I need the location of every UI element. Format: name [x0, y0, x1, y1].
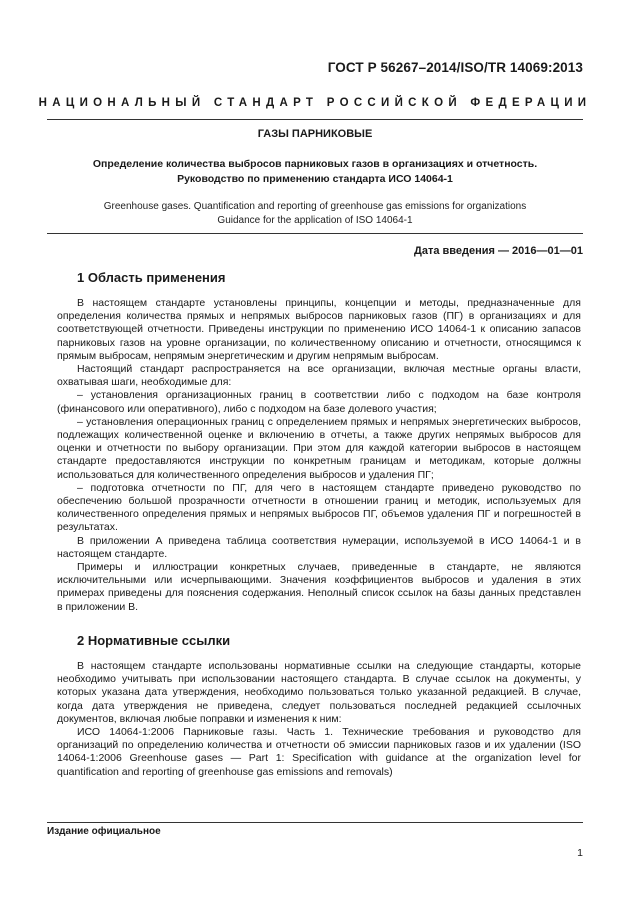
- list-item: – подготовка отчетности по ПГ, для чего в настоящем стандарте приведено руководство по обеспечению большой прозрачности отчетности в отношении границ и методик, используемых для количественного определения прямых и непрямых выбросов ПГ, объемов удаления ПГ и погрешностей в результатах.: [57, 481, 581, 534]
- section-heading-normative-references: 2 Нормативные ссылки: [77, 633, 231, 648]
- section-body-normative-references: [57, 660, 581, 779]
- standard-title: ГАЗЫ ПАРНИКОВЫЕ: [257, 128, 373, 140]
- paragraph: В настоящем стандарте установлены принципы, концепции и методы, предназначенные для определения количества прямых и непрямых выбросов парниковых газов (ПГ) в организациях и для соответствующей отчетности. Приведены инструкции по применению ИСО 14064-1 к описанию запасов парниковых газов на уровне организации, по количественному описанию и отчетности, относящимся к прямым выбросам, непрямым энергетическим и другим непрямым выбросам.: [57, 297, 581, 362]
- page-number: 1: [577, 847, 583, 859]
- english-subtitle: [40, 200, 590, 228]
- russian-subtitle-line: Определение количества выбросов парниковых газов в организациях и отчетность.: [92, 158, 538, 170]
- section-heading-scope: 1 Область применения: [77, 270, 226, 285]
- paragraph: Примеры и иллюстрации конкретных случаев, приведенные в стандарте, не являются исключительными или исчерпывающими. Значения коэффициентов выбросов и удаления в этих примерах приведены для пояснения содержания. Неполный список ссылок на базы данных представлен в приложении В.: [57, 561, 581, 613]
- russian-subtitle-line: Руководство по применению стандарта ИСО 14064-1: [177, 173, 453, 185]
- list-item: – установления операционных границ с определением прямых и непрямых энергетических выбросов, подлежащих количественной оценке и включению в отчеты, а также других непрямых выбросов для оценки и отчетности по выбору организации. При этом для каждой категории выбросов в настоящем стандарте предоставляются инструкции по конкретным границам и методикам, которые должны использоваться для количественного определения выбросов и удаления ПГ;: [57, 415, 581, 481]
- paragraph: Настоящий стандарт распространяется на все организации, включая местные органы власти, охватывая шаги, необходимые для:: [57, 363, 581, 389]
- official-edition-label: Издание официальное: [47, 826, 161, 837]
- section-body-scope: [57, 297, 581, 614]
- introduction-date: Дата введения — 2016—01—01: [414, 245, 583, 257]
- footer-divider: [47, 822, 583, 823]
- russian-subtitle: [40, 157, 590, 187]
- english-subtitle-line: Greenhouse gases. Quantification and reporting of greenhouse gas emissions for organizations: [103, 201, 527, 212]
- list-item: – установления организационных границ в соответствии либо с подходом на базе контроля (финансового или оперативного), либо с подходом на базе долевого участия;: [57, 389, 581, 415]
- document-code: ГОСТ Р 56267–2014/ISO/TR 14069:2013: [327, 60, 583, 75]
- english-subtitle-line: Guidance for the application of ISO 14064-1: [217, 215, 413, 226]
- paragraph: В приложении А приведена таблица соответствия нумерации, используемой в ИСО 14064-1 и в настоящем стандарте.: [57, 534, 581, 560]
- header-divider: [47, 119, 583, 120]
- paragraph: В настоящем стандарте использованы нормативные ссылки на следующие стандарты, которые необходимо учитывать при использовании настоящего стандарта. В случае ссылок на документы, у которых указана дата утверждения, необходимо пользоваться только указанной редакцией. В случае, когда дата утверждения не приведена, следует пользоваться последней редакцией ссылочных документов, включая любые поправки и изменения к ним:: [57, 660, 581, 725]
- title-divider: [47, 233, 583, 234]
- national-standard-header: НАЦИОНАЛЬНЫЙ СТАНДАРТ РОССИЙСКОЙ ФЕДЕРАЦИИ: [38, 97, 592, 109]
- reference-item: ИСО 14064-1:2006 Парниковые газы. Часть 1. Технические требования и руководство для организаций по определению количества и отчетности об эмиссии парниковых газов и их удалении (ISO 14064-1:2006 Greenhouse gases — Part 1: Specification with guidance at the organization level for quantification and reporting of greenhouse gas emissions and removals): [57, 726, 581, 778]
